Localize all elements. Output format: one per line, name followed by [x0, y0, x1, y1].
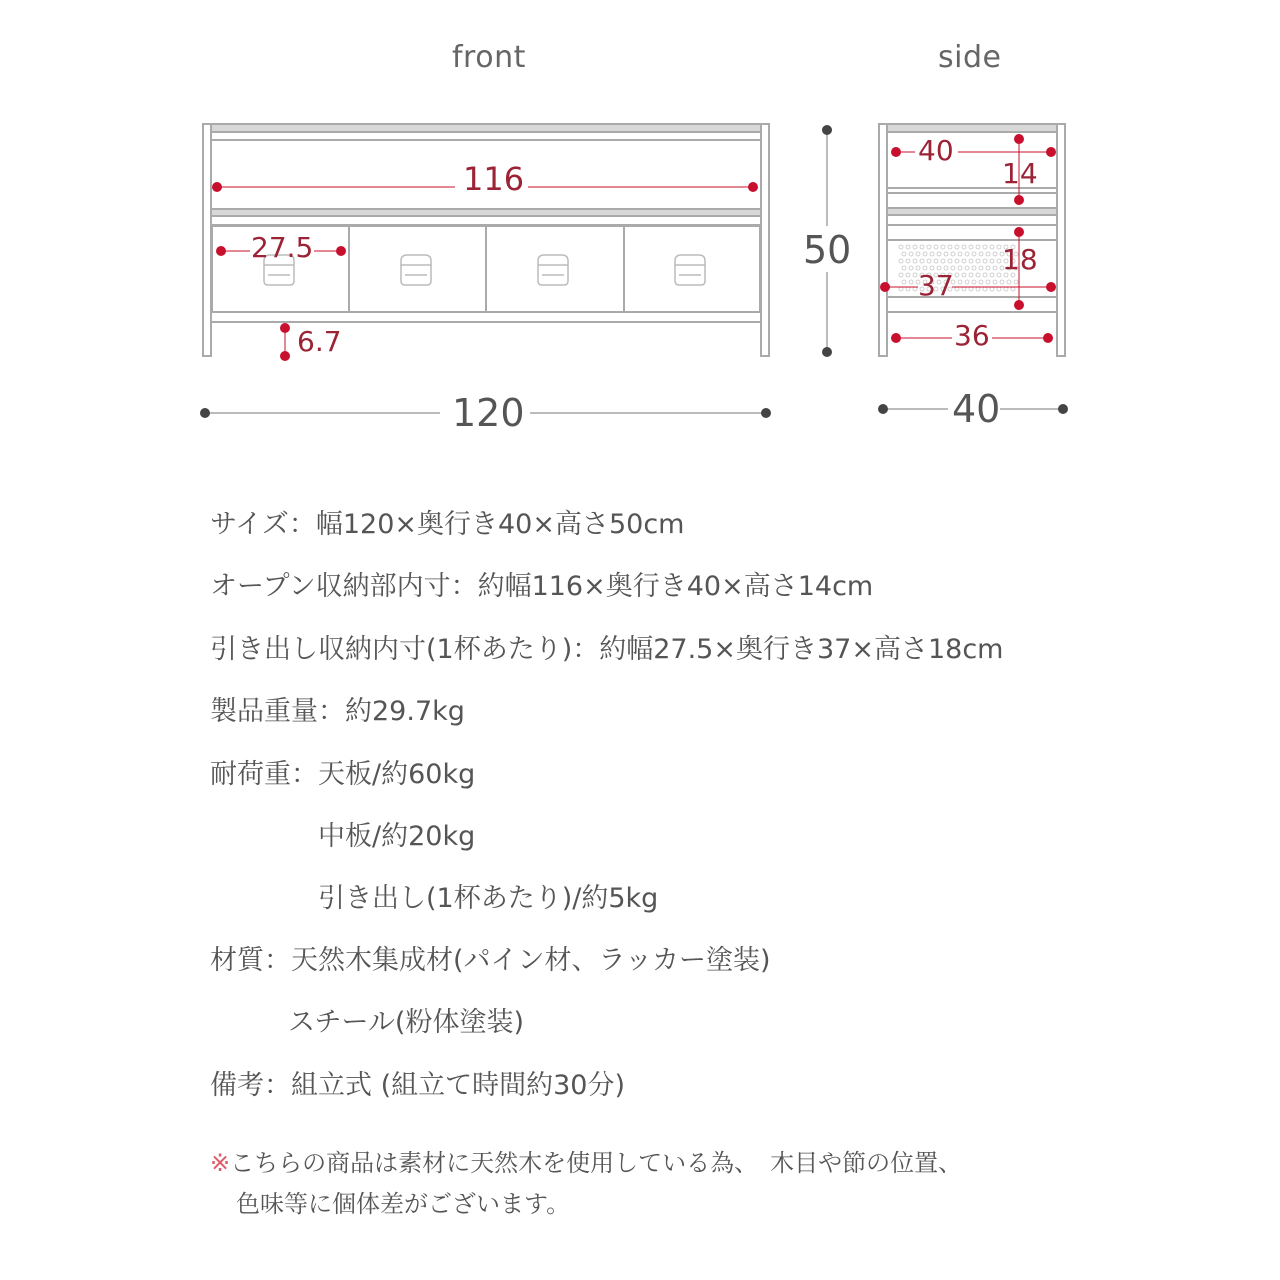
- perforation-hole: [965, 280, 969, 284]
- dimension-endpoint: [822, 125, 832, 135]
- note-text-1: こちらの商品は素材に天然木を使用している為、 木目や節の位置、: [230, 1149, 963, 1177]
- overall-depth-label: 40: [952, 387, 1001, 431]
- perforated-panel: [899, 245, 1018, 291]
- dimension-endpoint: [1046, 282, 1056, 292]
- perforation-hole: [902, 280, 906, 284]
- perforation-hole: [976, 259, 980, 263]
- perforation-hole: [1014, 280, 1018, 284]
- side-drawer-height-label: 18: [1002, 243, 1038, 276]
- perforation-hole: [923, 252, 927, 256]
- perforation-hole: [969, 273, 973, 277]
- dimension-endpoint: [748, 182, 758, 192]
- spec-remarks: 備考：組立式 (組立て時間約30分): [210, 1070, 626, 1101]
- perforation-hole: [965, 266, 969, 270]
- perforation-hole: [906, 245, 910, 249]
- dimension-endpoint: [878, 404, 888, 414]
- perforation-hole: [927, 245, 931, 249]
- perforation-hole: [899, 273, 903, 277]
- dimension-endpoint: [891, 333, 901, 343]
- drawer-width-label: 27.5: [251, 231, 314, 264]
- front-right-leg: [761, 124, 769, 356]
- leg-clearance-label: 6.7: [297, 325, 342, 358]
- perforation-hole: [913, 245, 917, 249]
- perforation-hole: [990, 273, 994, 277]
- perforation-hole: [993, 280, 997, 284]
- leg-clearance-dimension: [280, 323, 290, 361]
- perforation-hole: [899, 259, 903, 263]
- perforation-hole: [927, 259, 931, 263]
- perforation-hole: [979, 266, 983, 270]
- perforation-hole: [983, 273, 987, 277]
- front-left-leg: [203, 124, 211, 356]
- dimension-endpoint: [761, 408, 771, 418]
- perforation-hole: [948, 259, 952, 263]
- perforation-hole: [934, 245, 938, 249]
- perforation-hole: [913, 259, 917, 263]
- perforation-hole: [909, 280, 913, 284]
- drawer-front-3: [486, 226, 624, 312]
- perforation-hole: [979, 280, 983, 284]
- dimension-endpoint: [336, 246, 346, 256]
- front-top-board: [211, 124, 761, 132]
- perforation-hole: [958, 252, 962, 256]
- dimension-diagram: [0, 0, 1280, 460]
- perforation-hole: [1007, 280, 1011, 284]
- perforation-hole: [902, 252, 906, 256]
- perforation-hole: [972, 266, 976, 270]
- perforation-hole: [972, 280, 976, 284]
- perforation-hole: [941, 245, 945, 249]
- perforation-hole: [962, 259, 966, 263]
- perforation-hole: [1011, 287, 1015, 291]
- perforation-hole: [955, 273, 959, 277]
- side-front-leg: [879, 124, 887, 356]
- perforation-hole: [913, 287, 917, 291]
- front-middle-shelf: [211, 209, 761, 216]
- overall-height-label: 50: [803, 228, 852, 272]
- perforation-hole: [1004, 287, 1008, 291]
- dimension-endpoint: [216, 246, 226, 256]
- dimension-endpoint: [1043, 333, 1053, 343]
- perforation-hole: [913, 273, 917, 277]
- perforation-hole: [983, 287, 987, 291]
- dimension-endpoint: [822, 347, 832, 357]
- dimension-endpoint: [891, 147, 901, 157]
- inner-width-label: 116: [459, 163, 528, 195]
- side-shelf-depth-dimension: [891, 147, 1056, 157]
- perforation-hole: [909, 266, 913, 270]
- drawer-front-2: [349, 226, 486, 312]
- dimension-endpoint: [200, 408, 210, 418]
- overall-width-label: 120: [452, 391, 525, 435]
- spec-material-steel: スチール(粉体塗装): [288, 1007, 524, 1038]
- perforation-hole: [962, 245, 966, 249]
- spec-material-wood: 材質：天然木集成材(パイン材、ラッカー塗装): [210, 945, 771, 976]
- perforation-hole: [944, 252, 948, 256]
- perforation-hole: [930, 252, 934, 256]
- perforation-hole: [937, 252, 941, 256]
- perforation-hole: [948, 245, 952, 249]
- dimension-endpoint: [280, 323, 290, 333]
- perforation-hole: [969, 287, 973, 291]
- perforation-hole: [969, 259, 973, 263]
- note-line-1: [210, 1151, 962, 1175]
- perforation-hole: [997, 259, 1001, 263]
- perforation-hole: [916, 252, 920, 256]
- perforation-hole: [990, 245, 994, 249]
- spec-load-top: 耐荷重：天板/約60kg: [210, 759, 476, 790]
- perforation-hole: [906, 287, 910, 291]
- perforation-hole: [909, 252, 913, 256]
- dimension-endpoint: [1014, 300, 1024, 310]
- side-top-board: [887, 124, 1057, 132]
- spec-drawer-storage: 引き出し収納内寸(1杯あたり)：約幅27.5×奥行き37×高さ18cm: [210, 634, 1004, 665]
- dimension-endpoint: [1014, 227, 1024, 237]
- perforation-hole: [983, 245, 987, 249]
- perforation-hole: [965, 252, 969, 256]
- perforation-hole: [958, 266, 962, 270]
- perforation-hole: [986, 266, 990, 270]
- perforation-hole: [962, 273, 966, 277]
- spec-open-storage: オープン収納部内寸：約幅116×奥行き40×高さ14cm: [210, 571, 874, 602]
- perforation-hole: [997, 245, 1001, 249]
- spec-load-drawer: 引き出し(1杯あたり)/約5kg: [318, 883, 659, 914]
- perforation-hole: [990, 287, 994, 291]
- perforation-hole: [976, 245, 980, 249]
- perforation-hole: [986, 280, 990, 284]
- perforation-hole: [955, 259, 959, 263]
- perforation-hole: [983, 259, 987, 263]
- drawer-front-4: [624, 226, 760, 312]
- side-drawer-depth-label: 37: [918, 269, 954, 302]
- perforation-hole: [934, 259, 938, 263]
- side-shelf-depth-label: 40: [918, 134, 954, 167]
- perforation-hole: [899, 245, 903, 249]
- perforation-hole: [986, 252, 990, 256]
- perforation-hole: [969, 245, 973, 249]
- spec-weight: 製品重量：約29.7kg: [210, 696, 465, 727]
- perforation-hole: [962, 287, 966, 291]
- perforation-hole: [997, 287, 1001, 291]
- perforation-hole: [993, 252, 997, 256]
- spec-size: サイズ：幅120×奥行き40×高さ50cm: [210, 509, 685, 540]
- perforation-hole: [941, 259, 945, 263]
- note-asterisk-mark: ※: [210, 1149, 231, 1177]
- dimension-endpoint: [1046, 147, 1056, 157]
- perforation-hole: [906, 259, 910, 263]
- perforation-hole: [920, 259, 924, 263]
- perforation-hole: [979, 252, 983, 256]
- perforation-hole: [976, 287, 980, 291]
- perforation-hole: [955, 245, 959, 249]
- perforation-hole: [958, 280, 962, 284]
- dimension-endpoint: [1058, 404, 1068, 414]
- dimension-endpoint: [1014, 134, 1024, 144]
- dimension-endpoint: [1014, 195, 1024, 205]
- dimension-endpoint: [280, 351, 290, 361]
- perforation-hole: [955, 287, 959, 291]
- front-view-label: front: [452, 40, 526, 75]
- perforation-hole: [997, 273, 1001, 277]
- side-back-leg: [1057, 124, 1065, 356]
- perforation-hole: [993, 266, 997, 270]
- side-middle-shelf: [887, 208, 1057, 215]
- perforation-hole: [899, 287, 903, 291]
- perforation-hole: [976, 273, 980, 277]
- spec-load-middle: 中板/約20kg: [318, 821, 476, 852]
- side-bottom-depth-label: 36: [954, 319, 990, 352]
- side-view-label: side: [938, 40, 1002, 75]
- side-shelf-height-label: 14: [1002, 157, 1038, 190]
- perforation-hole: [990, 259, 994, 263]
- perforation-hole: [906, 273, 910, 277]
- perforation-hole: [920, 245, 924, 249]
- note-line-2: 色味等に個体差がございます。: [236, 1190, 571, 1218]
- perforation-hole: [951, 252, 955, 256]
- dimension-endpoint: [880, 282, 890, 292]
- perforation-hole: [972, 252, 976, 256]
- dimension-endpoint: [212, 182, 222, 192]
- perforation-hole: [902, 266, 906, 270]
- perforation-hole: [1000, 280, 1004, 284]
